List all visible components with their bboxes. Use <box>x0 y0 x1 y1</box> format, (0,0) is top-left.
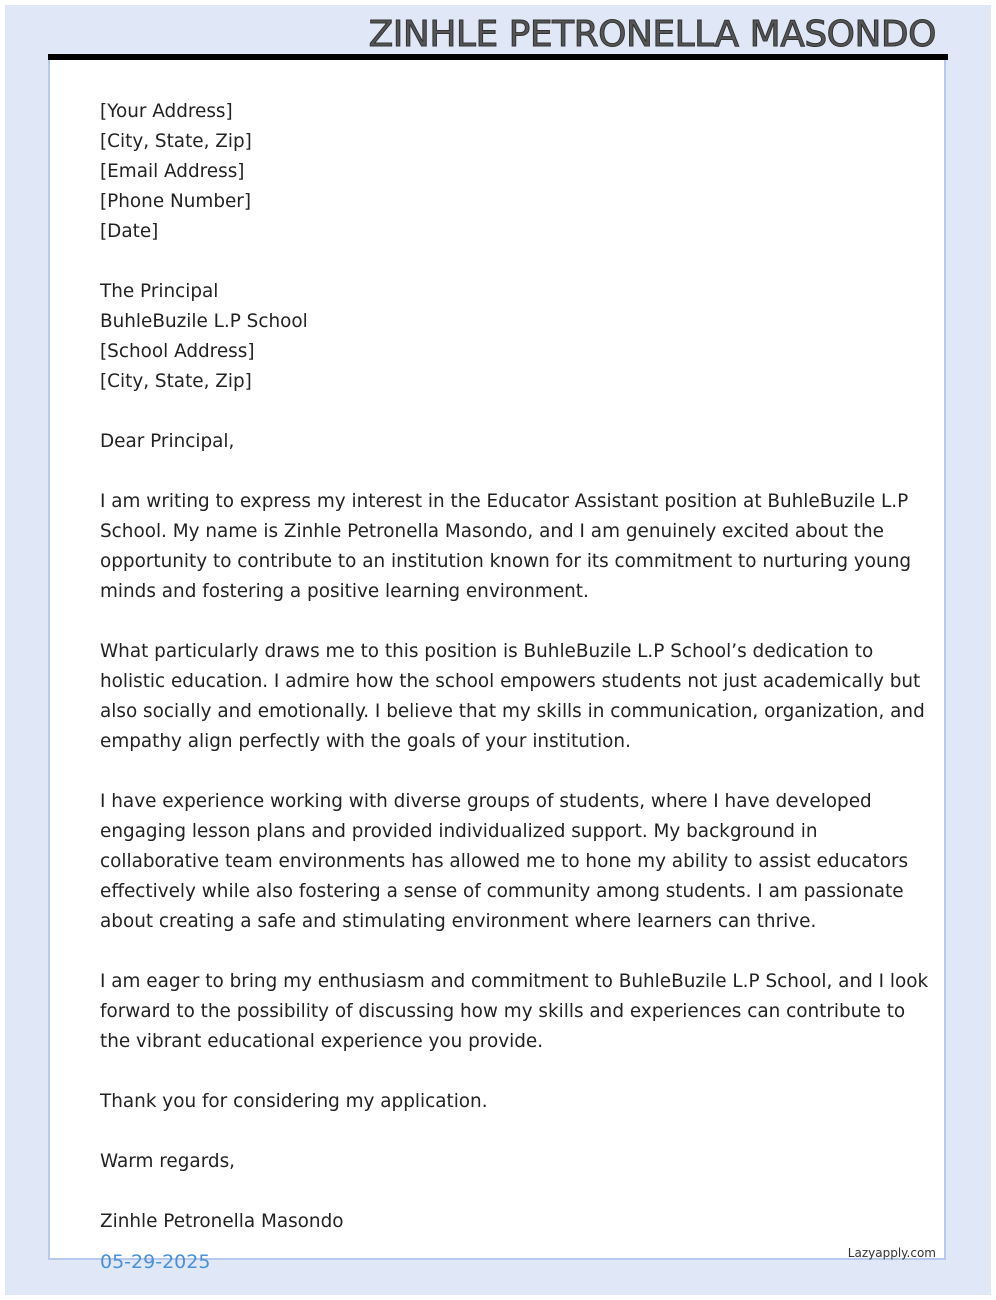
paragraph-line: School. My name is Zinhle Petronella Masondo, and I am genuinely excited about the <box>100 521 884 542</box>
sender-phone: [Phone Number] <box>100 191 252 212</box>
recipient-school: BuhleBuzile L.P School <box>100 311 308 332</box>
paragraph-line: collaborative team environments has allowed me to hone my ability to assist educators <box>100 851 909 872</box>
sender-address: [Your Address] <box>100 101 233 122</box>
paragraph-line: empathy align perfectly with the goals of your institution. <box>100 731 631 752</box>
paragraph-motivation <box>100 637 925 757</box>
spacer <box>100 1057 900 1087</box>
paragraph-line: effectively while also fostering a sense of community among students. I am passionate <box>100 881 904 902</box>
applicant-name-header: ZINHLE PETRONELLA MASONDO <box>368 14 936 55</box>
spacer <box>100 1177 900 1207</box>
sender-block <box>100 97 900 247</box>
paragraph-line: opportunity to contribute to an institution known for its commitment to nurturing young <box>100 551 912 572</box>
watermark-text: Lazyapply.com <box>847 1246 936 1260</box>
spacer <box>100 1117 900 1147</box>
paragraph-line: minds and fostering a positive learning environment. <box>100 581 589 602</box>
paragraph-line: forward to the possibility of discussing how my skills and experiences can contribute to <box>100 1001 906 1022</box>
spacer <box>100 757 900 787</box>
spacer <box>100 397 900 427</box>
paragraph-line: What particularly draws me to this position is BuhleBuzile L.P School’s dedication to <box>100 641 874 662</box>
spacer <box>100 607 900 637</box>
sender-date: [Date] <box>100 221 159 242</box>
signature-name: Zinhle Petronella Masondo <box>100 1211 344 1232</box>
cover-letter-body <box>100 97 929 1237</box>
footer-date: 05-29-2025 <box>100 1251 211 1273</box>
paragraph-line: I am eager to bring my enthusiasm and commitment to BuhleBuzile L.P School, and I look <box>100 971 929 992</box>
spacer <box>100 457 900 487</box>
paragraph-line: holistic education. I admire how the school empowers students not just academically but <box>100 671 921 692</box>
recipient-city: [City, State, Zip] <box>100 371 252 392</box>
sender-city: [City, State, Zip] <box>100 131 252 152</box>
thank-you-line: Thank you for considering my application. <box>100 1091 488 1112</box>
recipient-block <box>100 277 900 397</box>
recipient-address: [School Address] <box>100 341 255 362</box>
paragraph-line: about creating a safe and stimulating environment where learners can thrive. <box>100 911 817 932</box>
spacer <box>100 937 900 967</box>
paragraph-experience <box>100 787 909 937</box>
paragraph-line: also socially and emotionally. I believe that my skills in communication, organization, and <box>100 701 925 722</box>
closing-line: Warm regards, <box>100 1151 236 1172</box>
paragraph-interest <box>100 487 912 607</box>
recipient-title: The Principal <box>100 281 219 302</box>
paragraph-line: I am writing to express my interest in the Educator Assistant position at BuhleBuzile L.P <box>100 491 909 512</box>
paragraph-line: engaging lesson plans and provided individualized support. My background in <box>100 821 818 842</box>
paragraph-line: I have experience working with diverse groups of students, where I have developed <box>100 791 872 812</box>
salutation: Dear Principal, <box>100 431 235 452</box>
paragraph-line: the vibrant educational experience you provide. <box>100 1031 544 1052</box>
sender-email: [Email Address] <box>100 161 245 182</box>
paragraph-closing-statement <box>100 967 929 1057</box>
spacer <box>100 247 900 277</box>
